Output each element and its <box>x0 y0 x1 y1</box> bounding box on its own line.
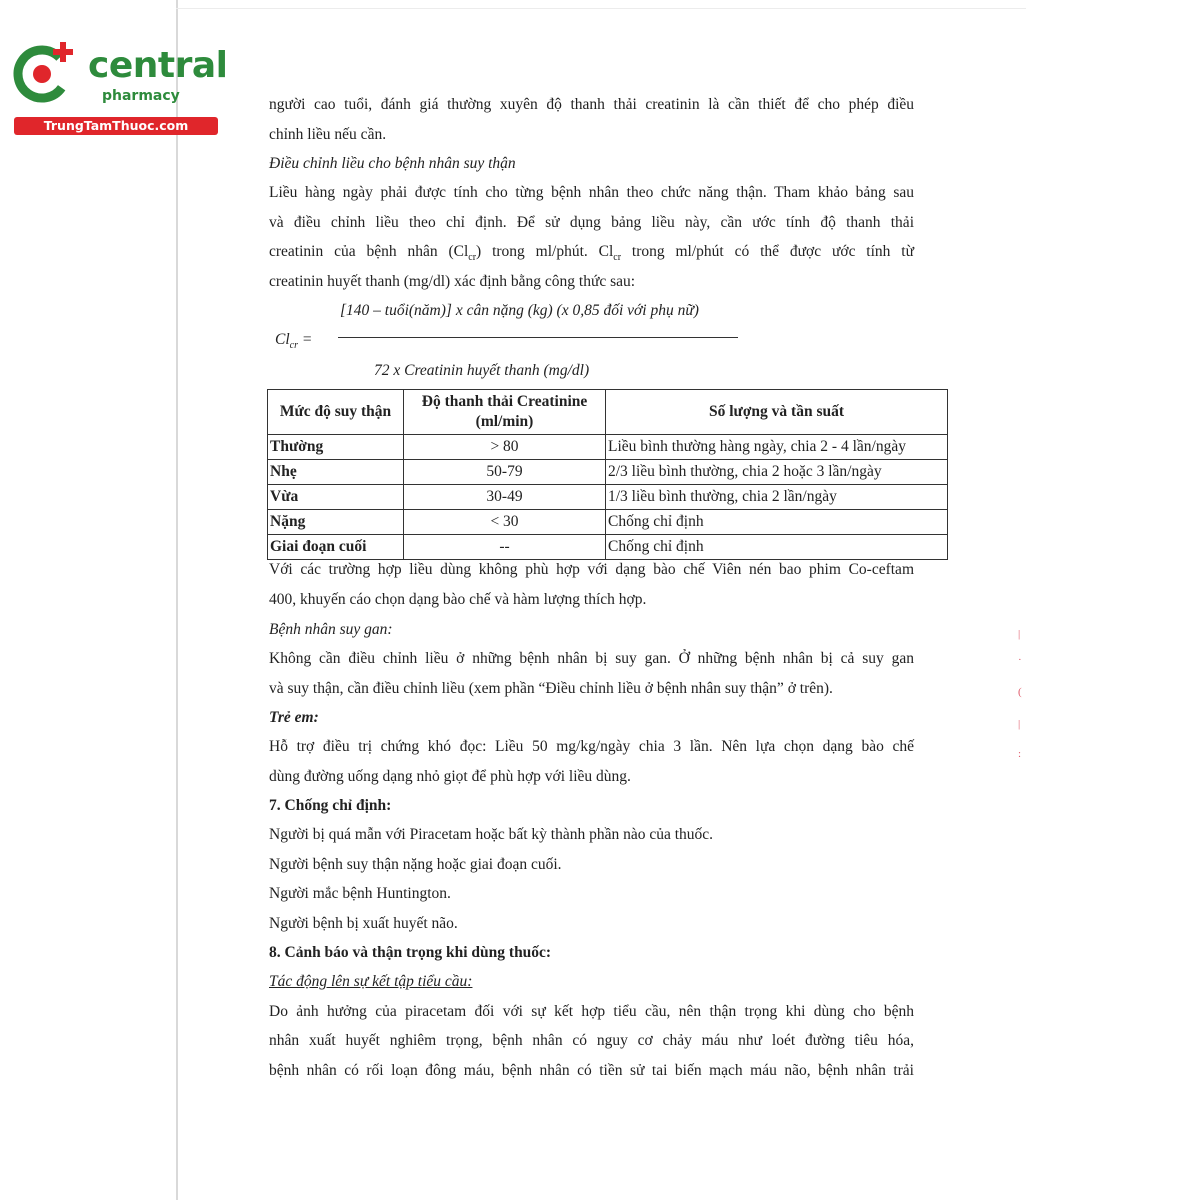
table-row <box>268 435 948 460</box>
stamp-mark: | <box>1018 628 1021 640</box>
header-line: (ml/min) <box>475 413 534 430</box>
subscript: cr <box>613 252 622 264</box>
table-cell-level: Vừa <box>268 485 404 510</box>
formula-numerator: [140 – tuổi(năm)] x cân nặng (kg) (x 0,85 đối với phụ nữ) <box>340 302 699 319</box>
table-header: Số lượng và tần suất <box>606 390 948 435</box>
table-cell-dose: Chống chỉ định <box>606 535 948 560</box>
pharmacy-logo-icon <box>10 38 80 108</box>
table-cell-level: Nặng <box>268 510 404 535</box>
table-cell-clearance: -- <box>404 535 606 560</box>
table-header: Mức độ suy thận <box>268 390 404 435</box>
section-7-title: 7. Chống chỉ định: <box>269 797 392 814</box>
formula-fraction-bar <box>338 337 738 338</box>
text-run: ) trong ml/phút. Cl <box>476 243 614 260</box>
paragraph-line: dùng đường uống dạng nhỏ giọt để phù hợp với liều dùng. <box>269 768 631 785</box>
table-cell-dose: 2/3 liều bình thường, chia 2 hoặc 3 lần/ngày <box>606 460 948 485</box>
paragraph-line: và suy thận, cần điều chỉnh liều (xem phần “Điều chỉnh liều ở bệnh nhân suy thận” ở trên). <box>269 680 833 697</box>
brand-logo[interactable] <box>10 38 228 138</box>
table-cell-clearance: < 30 <box>404 510 606 535</box>
table-cell-dose: 1/3 liều bình thường, chia 2 lần/ngày <box>606 485 948 510</box>
paragraph-line: Do ảnh hưởng của piracetam đối với sự kết hợp tiểu cầu, nên thận trọng khi dùng cho bệnh <box>269 1003 914 1020</box>
stamp-mark: · <box>1018 654 1022 666</box>
table-cell-level: Thường <box>268 435 404 460</box>
subscript: cr <box>289 340 298 352</box>
paragraph-line: nhân xuất huyết nghiêm trọng, bệnh nhân có nguy cơ chảy máu như loét đường tiêu hóa, <box>269 1032 914 1049</box>
table-cell-clearance: 50-79 <box>404 460 606 485</box>
contraindication-item: Người mắc bệnh Huntington. <box>269 885 451 902</box>
brand-name: central <box>88 45 228 86</box>
subscript: cr <box>468 252 477 264</box>
contraindication-item: Người bị quá mẫn với Piracetam hoặc bất kỳ thành phần nào của thuốc. <box>269 826 714 843</box>
paragraph-line-clearance <box>269 242 914 268</box>
section-heading-liver: Bệnh nhân suy gan: <box>269 621 393 638</box>
header-line: Độ thanh thải Creatinine <box>421 393 588 410</box>
table-cell-dose: Liều bình thường hàng ngày, chia 2 - 4 lần/ngày <box>606 435 948 460</box>
renal-dosage-table <box>267 389 948 560</box>
brand-subtitle: pharmacy <box>102 88 180 104</box>
formula-symbol: Cl <box>275 331 290 348</box>
formula-equals: = <box>298 331 313 348</box>
table-row <box>268 485 948 510</box>
paragraph-line: Không cần điều chỉnh liều ở những bệnh nhân bị suy gan. Ở những bệnh nhân bị cả suy gan <box>269 650 914 667</box>
section-8-title: 8. Cảnh báo và thận trọng khi dùng thuốc: <box>269 944 552 961</box>
table-row <box>268 460 948 485</box>
brand-url-badge[interactable]: TrungTamThuoc.com <box>14 117 218 135</box>
paragraph-line: 400, khuyến cáo chọn dạng bào chế và hàm lượng thích hợp. <box>269 591 647 608</box>
contraindication-item: Người bệnh suy thận nặng hoặc giai đoạn cuối. <box>269 856 562 873</box>
table-cell-level: Giai đoạn cuối <box>268 535 404 560</box>
scan-page-edge <box>176 0 178 1200</box>
section-heading-children: Trẻ em: <box>269 709 319 726</box>
stamp-mark: ( <box>1018 686 1022 698</box>
text-run: trong ml/phút có thể được ước tính từ <box>621 243 914 260</box>
table-header-row <box>268 390 948 435</box>
stamp-mark: | <box>1018 718 1021 730</box>
scan-top-edge <box>176 8 1026 9</box>
paragraph-line: và điều chỉnh liều theo chỉ định. Để sử dụng bảng liều này, cần ước tính độ thanh thải <box>269 214 914 231</box>
table-cell-clearance: 30-49 <box>404 485 606 510</box>
section-8-subheading: Tác động lên sự kết tập tiểu cầu: <box>269 973 473 990</box>
table-row <box>268 510 948 535</box>
section-heading-renal: Điều chỉnh liều cho bệnh nhân suy thận <box>269 155 516 172</box>
text-run: creatinin của bệnh nhân (Cl <box>269 243 469 260</box>
stamp-mark: : <box>1018 748 1022 760</box>
table-header-clearance <box>404 390 606 435</box>
paragraph-line: bệnh nhân có rối loạn đông máu, bệnh nhân có tiền sử tai biến mạch máu não, bệnh nhân trải <box>269 1062 914 1079</box>
formula-lhs <box>275 331 312 351</box>
paragraph-line: người cao tuổi, đánh giá thường xuyên độ thanh thải creatinin là cần thiết để cho phép điều <box>269 96 914 113</box>
formula-denominator: 72 x Creatinin huyết thanh (mg/dl) <box>374 362 590 379</box>
contraindication-item: Người bệnh bị xuất huyết não. <box>269 915 458 932</box>
table-cell-clearance: > 80 <box>404 435 606 460</box>
paragraph-line: Liều hàng ngày phải được tính cho từng bệnh nhân theo chức năng thận. Tham khảo bảng sau <box>269 184 914 201</box>
paragraph-line: creatinin huyết thanh (mg/dl) xác định bằng công thức sau: <box>269 273 636 290</box>
paragraph-line: Hỗ trợ điều trị chứng khó đọc: Liều 50 mg/kg/ngày chia 3 lần. Nên lựa chọn dạng bào chế <box>269 738 914 755</box>
paragraph-line: chỉnh liều nếu cần. <box>269 126 387 143</box>
paragraph-line: Với các trường hợp liều dùng không phù hợp với dạng bào chế Viên nén bao phim Co-ceftam <box>269 561 914 578</box>
table-row <box>268 535 948 560</box>
table-cell-dose: Chống chỉ định <box>606 510 948 535</box>
table-cell-level: Nhẹ <box>268 460 404 485</box>
